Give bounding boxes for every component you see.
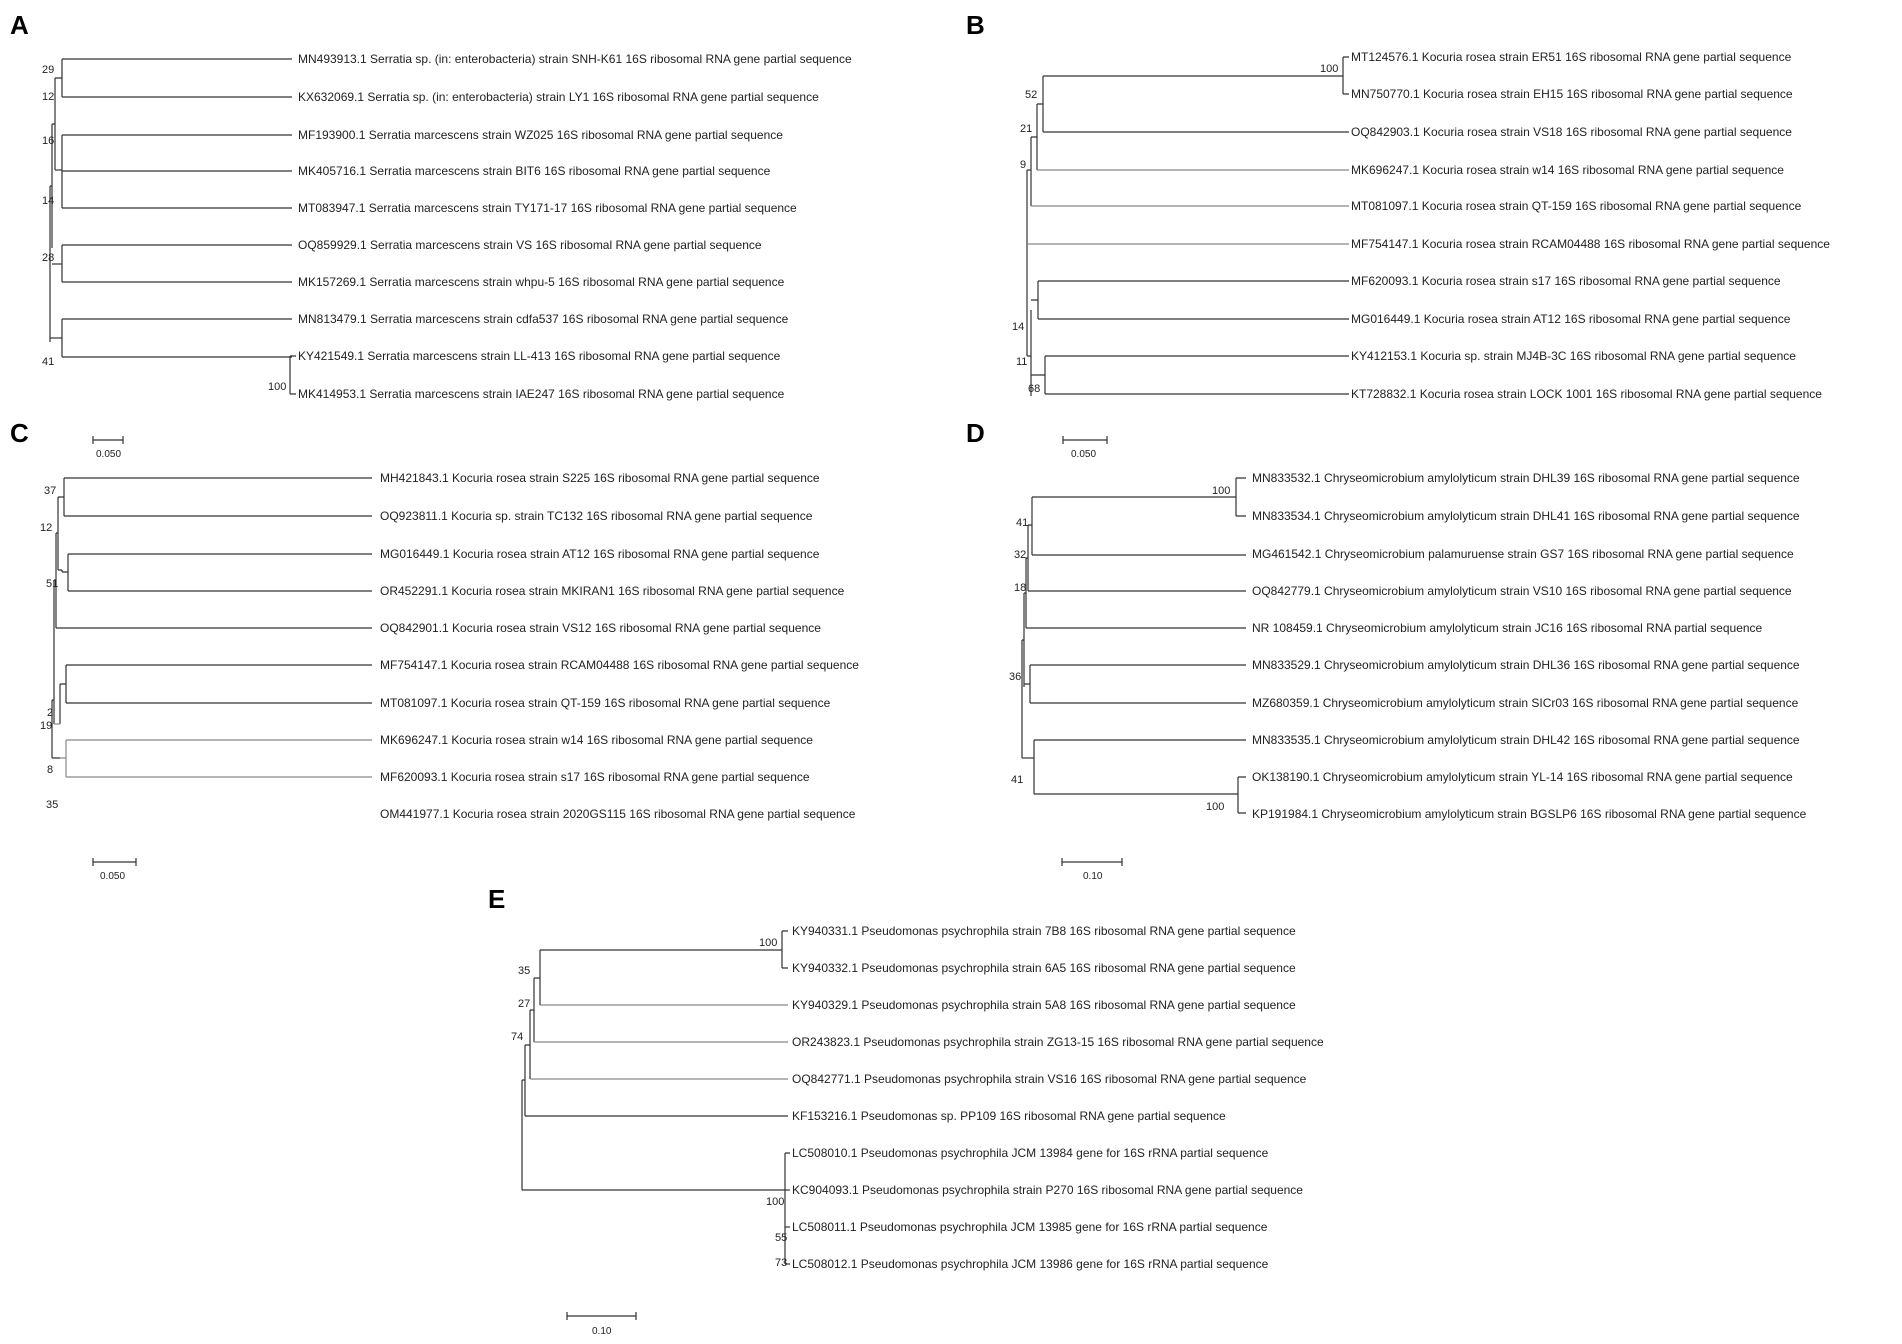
leaf-label: OQ842903.1 Kocuria rosea strain VS18 16S ribosomal RNA gene partial sequence	[1351, 125, 1792, 139]
leaf-label: MN493913.1 Serratia sp. (in: enterobacteria) strain SNH-K61 16S ribosomal RNA gene partial sequence	[298, 52, 852, 66]
tree-a-leaves	[298, 52, 852, 401]
leaf-label: KF153216.1 Pseudomonas sp. PP109 16S ribosomal RNA gene partial sequence	[792, 1109, 1226, 1123]
leaf-label: OQ859929.1 Serratia marcescens strain VS 16S ribosomal RNA gene partial sequence	[298, 238, 762, 252]
panel-letter-b: B	[966, 10, 985, 40]
bootstrap-value: 52	[1025, 89, 1038, 101]
tree-d-branches	[1022, 478, 1246, 813]
bootstrap-value: 35	[518, 965, 531, 977]
leaf-label: KY940329.1 Pseudomonas psychrophila strain 5A8 16S ribosomal RNA gene partial sequence	[792, 998, 1296, 1012]
bootstrap-value: 12	[40, 522, 53, 534]
tree-c-branches	[52, 478, 372, 777]
leaf-label: KY412153.1 Kocuria sp. strain MJ4B-3C 16S ribosomal RNA gene partial sequence	[1351, 349, 1796, 363]
panel-e	[488, 884, 1324, 1337]
bootstrap-value: 27	[518, 998, 531, 1010]
panel-letter-d: D	[966, 418, 985, 448]
bootstrap-value: 74	[511, 1031, 524, 1043]
leaf-label: MF620093.1 Kocuria rosea strain s17 16S ribosomal RNA gene partial sequence	[380, 770, 810, 784]
leaf-label: MN833532.1 Chryseomicrobium amylolyticum strain DHL39 16S ribosomal RNA gene partial sequence	[1252, 471, 1800, 485]
panel-b	[966, 10, 1830, 460]
tree-a-branches	[50, 59, 296, 394]
leaf-label: KC904093.1 Pseudomonas psychrophila strain P270 16S ribosomal RNA gene partial sequence	[792, 1183, 1303, 1197]
panel-d	[966, 418, 1807, 882]
bootstrap-value: 41	[1011, 774, 1024, 786]
leaf-label: MT124576.1 Kocuria rosea strain ER51 16S ribosomal RNA gene partial sequence	[1351, 50, 1792, 64]
leaf-label: LC508011.1 Pseudomonas psychrophila JCM 13985 gene for 16S rRNA partial sequence	[792, 1220, 1268, 1234]
bootstrap-value: 9	[1020, 159, 1027, 171]
bootstrap-value: 19	[40, 720, 53, 732]
bootstrap-value: 100	[1206, 801, 1225, 813]
leaf-label: MG016449.1 Kocuria rosea strain AT12 16S ribosomal RNA gene partial sequence	[380, 547, 820, 561]
leaf-label: MN833535.1 Chryseomicrobium amylolyticum strain DHL42 16S ribosomal RNA gene partial sequence	[1252, 733, 1800, 747]
bootstrap-value: 100	[759, 937, 778, 949]
leaf-label: KY940332.1 Pseudomonas psychrophila strain 6A5 16S ribosomal RNA gene partial sequence	[792, 961, 1296, 975]
bootstrap-value: 35	[46, 799, 59, 811]
bootstrap-value: 2	[47, 707, 54, 719]
scale-bar-e	[567, 1312, 636, 1337]
leaf-label: OR452291.1 Kocuria rosea strain MKIRAN1 16S ribosomal RNA gene partial sequence	[380, 584, 845, 598]
scale-bar-b	[1063, 436, 1107, 460]
leaf-label: KY940331.1 Pseudomonas psychrophila strain 7B8 16S ribosomal RNA gene partial sequence	[792, 924, 1296, 938]
tree-c-leaves	[380, 471, 859, 821]
bootstrap-value: 68	[1028, 383, 1041, 395]
bootstrap-value: 41	[42, 356, 55, 368]
leaf-label: LC508012.1 Pseudomonas psychrophila JCM 13986 gene for 16S rRNA partial sequence	[792, 1257, 1269, 1271]
leaf-label: MT081097.1 Kocuria rosea strain QT-159 16S ribosomal RNA gene partial sequence	[380, 696, 831, 710]
bootstrap-value: 21	[1020, 123, 1033, 135]
leaf-label: MN833529.1 Chryseomicrobium amylolyticum strain DHL36 16S ribosomal RNA gene partial sequence	[1252, 658, 1800, 672]
bootstrap-value: 36	[1009, 671, 1022, 683]
leaf-label: OQ842771.1 Pseudomonas psychrophila strain VS16 16S ribosomal RNA gene partial sequence	[792, 1072, 1307, 1086]
bootstrap-value: 100	[1212, 485, 1231, 497]
panel-letter-c: C	[10, 418, 29, 448]
scale-bar-label: 0.10	[1083, 871, 1103, 882]
bootstrap-value: 29	[42, 64, 55, 76]
bootstrap-value: 28	[42, 252, 55, 264]
leaf-label: MN833534.1 Chryseomicrobium amylolyticum strain DHL41 16S ribosomal RNA gene partial sequence	[1252, 509, 1800, 523]
leaf-label: MK696247.1 Kocuria rosea strain w14 16S ribosomal RNA gene partial sequence	[1351, 163, 1784, 177]
leaf-label: KT728832.1 Kocuria rosea strain LOCK 1001 16S ribosomal RNA gene partial sequence	[1351, 387, 1822, 401]
scale-bar-label: 0.050	[100, 871, 126, 882]
bootstrap-value: 100	[268, 381, 287, 393]
leaf-label: OR243823.1 Pseudomonas psychrophila strain ZG13-15 16S ribosomal RNA gene partial sequence	[792, 1035, 1324, 1049]
leaf-label: KX632069.1 Serratia sp. (in: enterobacteria) strain LY1 16S ribosomal RNA gene partial sequence	[298, 90, 819, 104]
tree-b-branches	[1027, 57, 1349, 396]
leaf-label: MG461542.1 Chryseomicrobium palamuruense strain GS7 16S ribosomal RNA gene partial sequence	[1252, 547, 1794, 561]
leaf-label: OQ923811.1 Kocuria sp. strain TC132 16S ribosomal RNA gene partial sequence	[380, 509, 813, 523]
leaf-label: OQ842901.1 Kocuria rosea strain VS12 16S ribosomal RNA gene partial sequence	[380, 621, 821, 635]
scale-bar-label: 0.10	[592, 1326, 612, 1337]
leaf-label: KY421549.1 Serratia marcescens strain LL-413 16S ribosomal RNA gene partial sequence	[298, 349, 781, 363]
tree-e-leaves	[792, 924, 1324, 1271]
bootstrap-value: 55	[775, 1232, 788, 1244]
leaf-label: MF754147.1 Kocuria rosea strain RCAM04488 16S ribosomal RNA gene partial sequence	[1351, 237, 1830, 251]
leaf-label: MG016449.1 Kocuria rosea strain AT12 16S ribosomal RNA gene partial sequence	[1351, 312, 1791, 326]
bootstrap-value: 32	[1014, 549, 1027, 561]
leaf-label: NR 108459.1 Chryseomicrobium amylolyticum strain JC16 16S ribosomal RNA partial sequence	[1252, 621, 1763, 635]
bootstrap-value: 14	[1012, 321, 1025, 333]
leaf-label: OK138190.1 Chryseomicrobium amylolyticum strain YL-14 16S ribosomal RNA gene partial sequence	[1252, 770, 1793, 784]
bootstrap-value: 11	[1016, 356, 1028, 368]
bootstrap-value: 18	[1014, 582, 1027, 594]
leaf-label: MH421843.1 Kocuria rosea strain S225 16S ribosomal RNA gene partial sequence	[380, 471, 820, 485]
scale-bar-c	[93, 858, 136, 882]
leaf-label: LC508010.1 Pseudomonas psychrophila JCM 13984 gene for 16S rRNA partial sequence	[792, 1146, 1269, 1160]
bootstrap-value: 100	[766, 1196, 785, 1208]
panel-letter-a: A	[10, 10, 29, 40]
leaf-label: MK414953.1 Serratia marcescens strain IAE247 16S ribosomal RNA gene partial sequence	[298, 387, 785, 401]
tree-d-leaves	[1252, 471, 1807, 821]
panel-c	[10, 418, 859, 882]
leaf-label: MK405716.1 Serratia marcescens strain BIT6 16S ribosomal RNA gene partial sequence	[298, 164, 771, 178]
scale-bar-d	[1062, 858, 1122, 882]
bootstrap-value: 100	[1320, 63, 1339, 75]
leaf-label: MK157269.1 Serratia marcescens strain whpu-5 16S ribosomal RNA gene partial sequence	[298, 275, 785, 289]
leaf-label: MT083947.1 Serratia marcescens strain TY171-17 16S ribosomal RNA gene partial sequence	[298, 201, 797, 215]
leaf-label: KP191984.1 Chryseomicrobium amylolyticum strain BGSLP6 16S ribosomal RNA gene partial sequence	[1252, 807, 1807, 821]
scale-bar-label: 0.050	[96, 449, 122, 460]
bootstrap-value: 8	[47, 764, 54, 776]
leaf-label: MZ680359.1 Chryseomicrobium amylolyticum strain SICr03 16S ribosomal RNA gene partial sequence	[1252, 696, 1799, 710]
bootstrap-value: 41	[1016, 517, 1029, 529]
tree-e-branches	[522, 931, 790, 1264]
leaf-label: OM441977.1 Kocuria rosea strain 2020GS115 16S ribosomal RNA gene partial sequence	[380, 807, 856, 821]
leaf-label: MN813479.1 Serratia marcescens strain cdfa537 16S ribosomal RNA gene partial sequence	[298, 312, 789, 326]
scale-bar-label: 0.050	[1071, 449, 1097, 460]
tree-b-leaves	[1351, 50, 1830, 401]
bootstrap-value: 16	[42, 135, 55, 147]
tree-a-supports	[42, 64, 286, 393]
tree-b-supports	[1012, 63, 1338, 395]
bootstrap-value: 12	[42, 91, 55, 103]
leaf-label: MK696247.1 Kocuria rosea strain w14 16S ribosomal RNA gene partial sequence	[380, 733, 813, 747]
scale-bar-a	[93, 436, 123, 460]
bootstrap-value: 14	[42, 195, 55, 207]
panel-letter-e: E	[488, 884, 506, 914]
bootstrap-value: 51	[46, 578, 59, 590]
bootstrap-value: 73	[775, 1257, 788, 1269]
tree-d-supports	[1009, 485, 1230, 813]
bootstrap-value: 37	[44, 485, 57, 497]
tree-e-supports	[511, 937, 787, 1269]
leaf-label: OQ842779.1 Chryseomicrobium amylolyticum strain VS10 16S ribosomal RNA gene partial sequence	[1252, 584, 1792, 598]
panel-a	[10, 10, 852, 460]
leaf-label: MT081097.1 Kocuria rosea strain QT-159 16S ribosomal RNA gene partial sequence	[1351, 199, 1802, 213]
leaf-label: MN750770.1 Kocuria rosea strain EH15 16S ribosomal RNA gene partial sequence	[1351, 87, 1793, 101]
leaf-label: MF754147.1 Kocuria rosea strain RCAM04488 16S ribosomal RNA gene partial sequence	[380, 658, 859, 672]
leaf-label: MF620093.1 Kocuria rosea strain s17 16S ribosomal RNA gene partial sequence	[1351, 274, 1781, 288]
leaf-label: MF193900.1 Serratia marcescens strain WZ025 16S ribosomal RNA gene partial sequence	[298, 128, 783, 142]
